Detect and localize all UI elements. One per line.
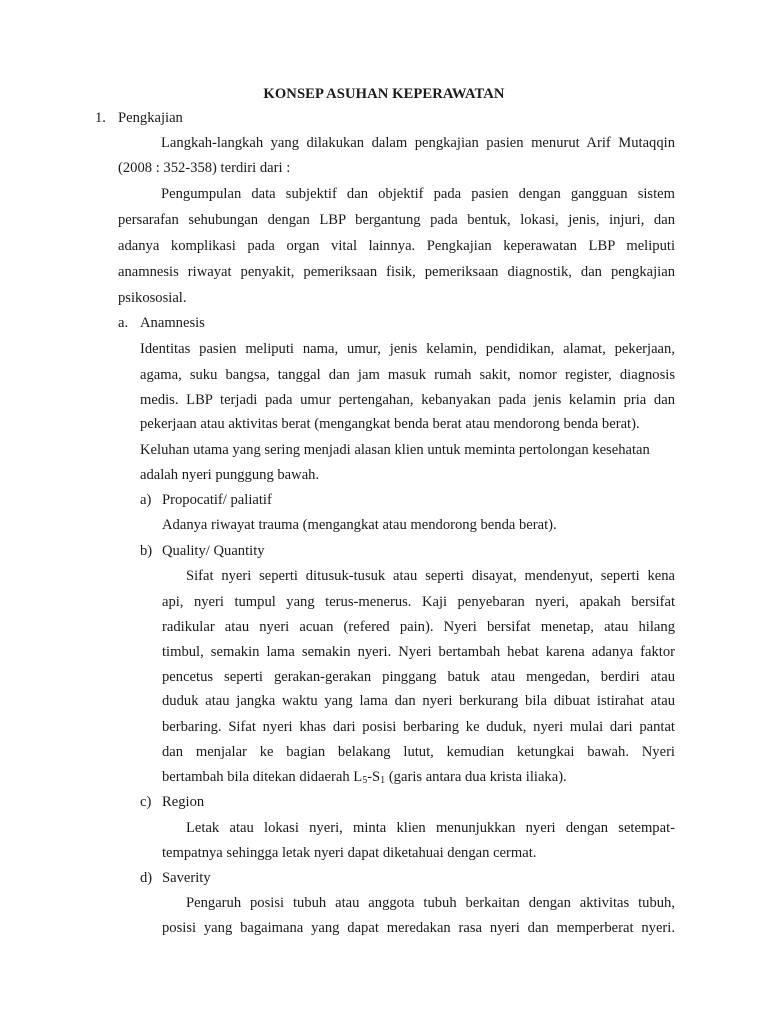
- item-heading: Saverity: [162, 870, 211, 886]
- item-line: duduk atau jangka waktu yang lama dan nyeri berkurang bila dibuat istirahat atau: [162, 693, 675, 709]
- subscript: 5: [362, 775, 368, 786]
- item-line-with-subscripts: [162, 768, 567, 786]
- paragraph-line: adanya komplikasi pada organ vital lainnya. Pengkajian keperawatan LBP meliputi: [118, 238, 675, 254]
- item-line: tempatnya sehingga letak nyeri dapat diketahuai dengan cermat.: [162, 845, 537, 861]
- paragraph-line: persarafan sehubungan dengan LBP bergantung pada bentuk, lokasi, jenis, injuri, dan: [118, 212, 675, 228]
- item-line: posisi yang bagaimana yang dapat meredakan rasa nyeri dan memperberat nyeri.: [162, 920, 675, 936]
- anamnesis-line: pekerjaan atau aktivitas berat (mengangkat benda berat atau mendorong benda berat).: [140, 416, 640, 432]
- section-heading: Pengkajian: [118, 110, 183, 126]
- section-number: 1.: [95, 110, 106, 126]
- item-line: timbul, semakin lama semakin nyeri. Nyeri bertambah hebat karena adanya faktor: [162, 644, 675, 660]
- item-line: berbaring. Sifat nyeri khas dari posisi berbaring ke duduk, nyeri mulai dari pantat: [162, 719, 675, 735]
- item-marker: c): [140, 794, 152, 810]
- anamnesis-line: Identitas pasien meliputi nama, umur, jenis kelamin, pendidikan, alamat, pekerjaan,: [140, 341, 675, 357]
- item-heading: Propocatif/ paliatif: [162, 492, 272, 508]
- anamnesis-line: medis. LBP terjadi pada umur pertengahan, kebanyakan pada jenis kelamin pria dan: [140, 392, 675, 408]
- item-line: Adanya riwayat trauma (mengangkat atau mendorong benda berat).: [162, 517, 557, 533]
- document-title: KONSEP ASUHAN KEPERAWATAN: [263, 86, 505, 102]
- item-line: dan menjalar ke bagian belakang lutut, kemudian ketungkai bawah. Nyeri: [162, 744, 675, 760]
- subsection-heading: Anamnesis: [140, 315, 205, 331]
- anamnesis-line: agama, suku bangsa, tanggal dan jam masuk rumah sakit, nomor register, diagnosis: [140, 367, 675, 383]
- anamnesis-line: adalah nyeri punggung bawah.: [140, 467, 320, 483]
- item-marker: b): [140, 543, 153, 559]
- item-line: Letak atau lokasi nyeri, minta klien menunjukkan nyeri dengan setempat-: [186, 820, 675, 836]
- item-heading: Region: [162, 794, 205, 810]
- item-line: Pengaruh posisi tubuh atau anggota tubuh berkaitan dengan aktivitas tubuh,: [186, 895, 675, 911]
- item-line: pencetus seperti gerakan-gerakan pinggang batuk atau mengedan, berdiri atau: [162, 669, 675, 685]
- item-line-prefix: bertambah bila ditekan didaerah L: [162, 769, 363, 785]
- paragraph-line: Pengumpulan data subjektif dan objektif pada pasien dengan gangguan sistem: [161, 186, 675, 202]
- item-marker: a): [140, 492, 152, 508]
- subsection-marker: a.: [118, 315, 129, 331]
- item-line: Sifat nyeri seperti ditusuk-tusuk atau seperti disayat, mendenyut, seperti kena: [186, 568, 675, 584]
- item-heading: Quality/ Quantity: [162, 543, 265, 559]
- subscript: 1: [380, 775, 386, 786]
- intro-line: Langkah-langkah yang dilakukan dalam pengkajian pasien menurut Arif Mutaqqin: [161, 135, 675, 151]
- intro-line: (2008 : 352-358) terdiri dari :: [118, 160, 291, 176]
- item-line: radikular atau nyeri acuan (refered pain). Nyeri bersifat menetap, atau hilang: [162, 619, 675, 635]
- item-line: api, nyeri tumpul yang terus-menerus. Kaji penyebaran nyeri, apakah bersifat: [162, 594, 675, 610]
- anamnesis-line: Keluhan utama yang sering menjadi alasan klien untuk meminta pertolongan kesehatan: [140, 442, 650, 458]
- item-line-mid: -S: [367, 769, 381, 785]
- paragraph-line: psikososial.: [118, 290, 187, 306]
- item-marker: d): [140, 870, 153, 886]
- paragraph-line: anamnesis riwayat penyakit, pemeriksaan fisik, pemeriksaan diagnostik, dan pengkajian: [118, 264, 675, 280]
- item-line-suffix: (garis antara dua krista iliaka).: [385, 769, 567, 785]
